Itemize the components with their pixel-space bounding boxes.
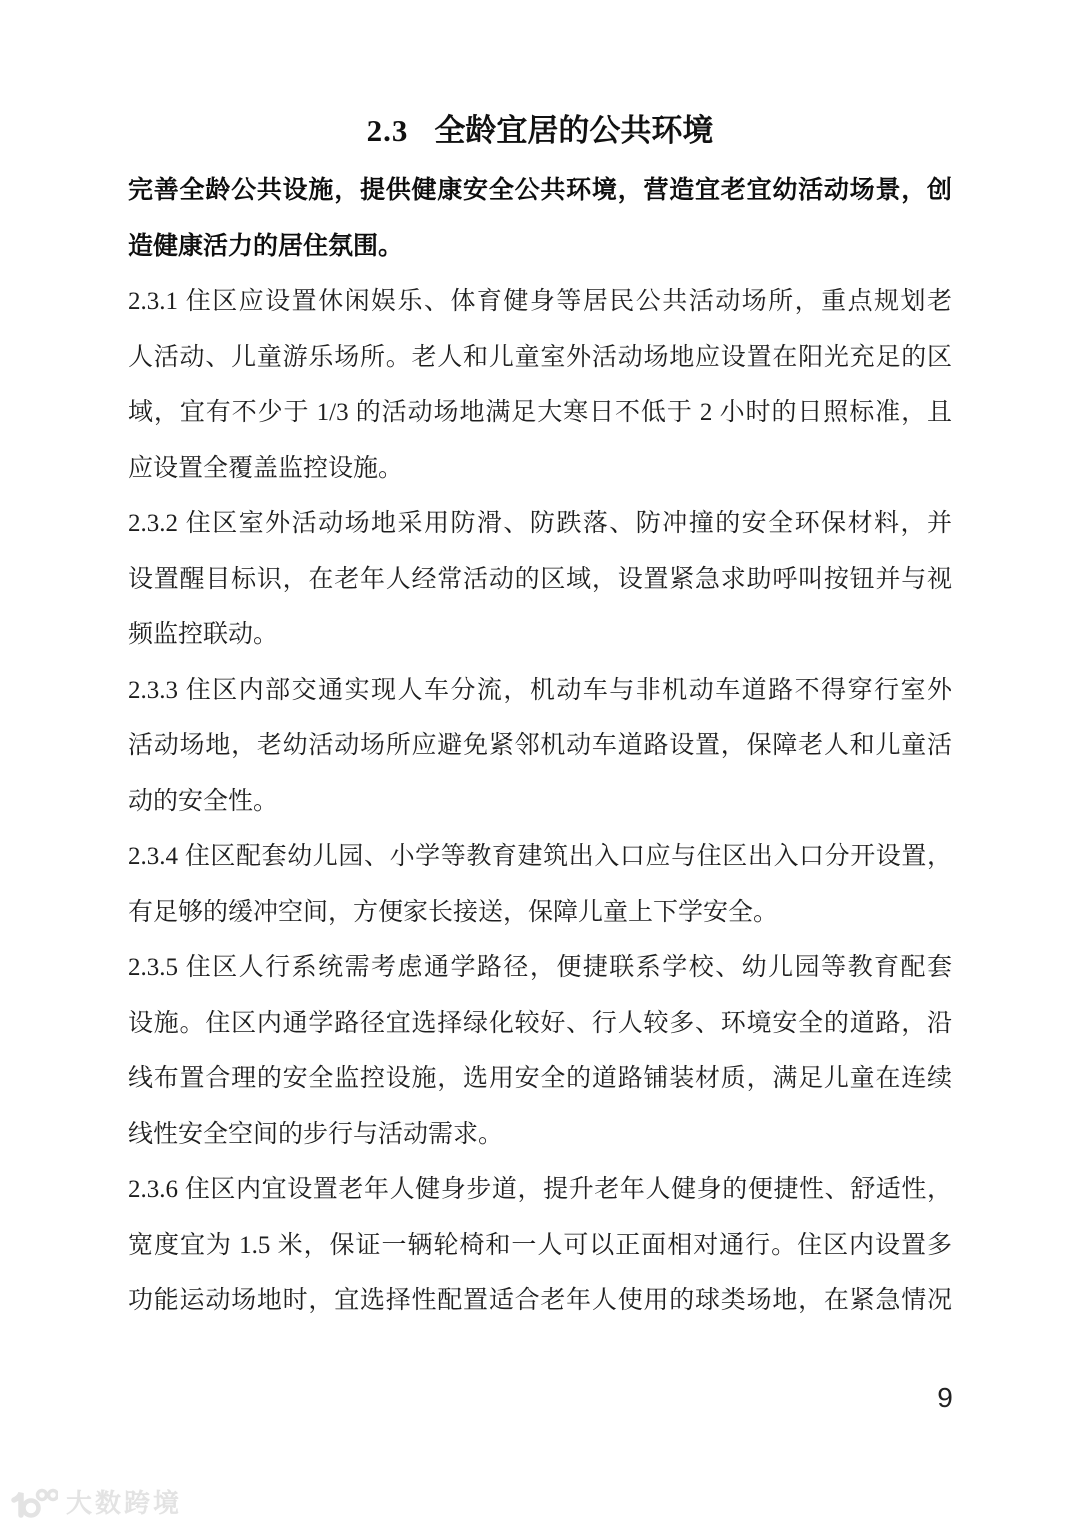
text-line: 频监控联动。 (128, 621, 279, 648)
section-2.3.4 (128, 829, 952, 940)
text-line: 宽度宜为 1.5 米，保证一辆轮椅和一人可以正面相对通行。住区内设置多 (128, 1231, 952, 1259)
brand-100-logo-icon (10, 1486, 58, 1520)
text-line: 2.3.5 住区人行系统需考虑通学路径，便捷联系学校、幼儿园等教育配套 (128, 954, 952, 981)
text-line: 应设置全覆盖监控设施。 (128, 454, 404, 482)
text-line: 2.3.4 住区配套幼儿园、小学等教育建筑出入口应与住区出入口分开设置， (128, 843, 952, 870)
text-line: 功能运动场地时，宜选择性配置适合老年人使用的球类场地，在紧急情况 (128, 1287, 952, 1314)
text-line: 有足够的缓冲空间，方便家长接送，保障儿童上下学安全。 (128, 898, 779, 926)
watermark (10, 1486, 182, 1520)
section-2.3.3 (128, 663, 952, 830)
text-line: 2.3.2 住区室外活动场地采用防滑、防跌落、防冲撞的安全环保材料，并 (128, 510, 952, 537)
section-2.3.1 (128, 274, 952, 496)
text-line: 2.3.3 住区内部交通实现人车分流，机动车与非机动车道路不得穿行室外 (128, 676, 952, 704)
page-number: 9 (937, 1382, 953, 1413)
text-line: 人活动、儿童游乐场所。老人和儿童室外活动场地应设置在阳光充足的区 (128, 343, 952, 371)
heading-number: 2.3 (366, 113, 409, 148)
section-2.3.5 (128, 940, 952, 1162)
intro-line: 完善全龄公共设施，提供健康安全公共环境，营造宜老宜幼活动场景，创 (128, 176, 952, 204)
text-line: 线布置合理的安全监控设施，选用安全的道路铺装材质，满足儿童在连续 (128, 1065, 952, 1092)
text-line: 设施。住区内通学路径宜选择绿化较好、行人较多、环境安全的道路，沿 (128, 1009, 952, 1037)
section-2.3.2 (128, 496, 952, 663)
section-heading (0, 103, 1080, 159)
document-body (128, 163, 952, 1329)
text-line: 2.3.6 住区内宜设置老年人健身步道，提升老年人健身的便捷性、舒适性， (128, 1176, 952, 1203)
text-line: 活动场地，老幼活动场所应避免紧邻机动车道路设置，保障老人和儿童活 (128, 732, 952, 759)
watermark-brand-text: 大数跨境 (66, 1488, 183, 1518)
intro-line: 造健康活力的居住氛围。 (128, 231, 404, 260)
text-line: 设置醒目标识，在老年人经常活动的区域，设置紧急求助呼叫按钮并与视 (128, 565, 952, 593)
text-line: 2.3.1 住区应设置休闲娱乐、体育健身等居民公共活动场所，重点规划老 (128, 288, 952, 315)
heading-title: 全龄宜居的公共环境 (434, 113, 714, 148)
text-line: 线性安全空间的步行与活动需求。 (128, 1120, 504, 1148)
text-line: 动的安全性。 (128, 787, 279, 815)
section-2.3.6 (128, 1162, 952, 1329)
text-line: 域，宜有不少于 1/3 的活动场地满足大寒日不低于 2 小时的日照标准，且 (128, 399, 952, 426)
